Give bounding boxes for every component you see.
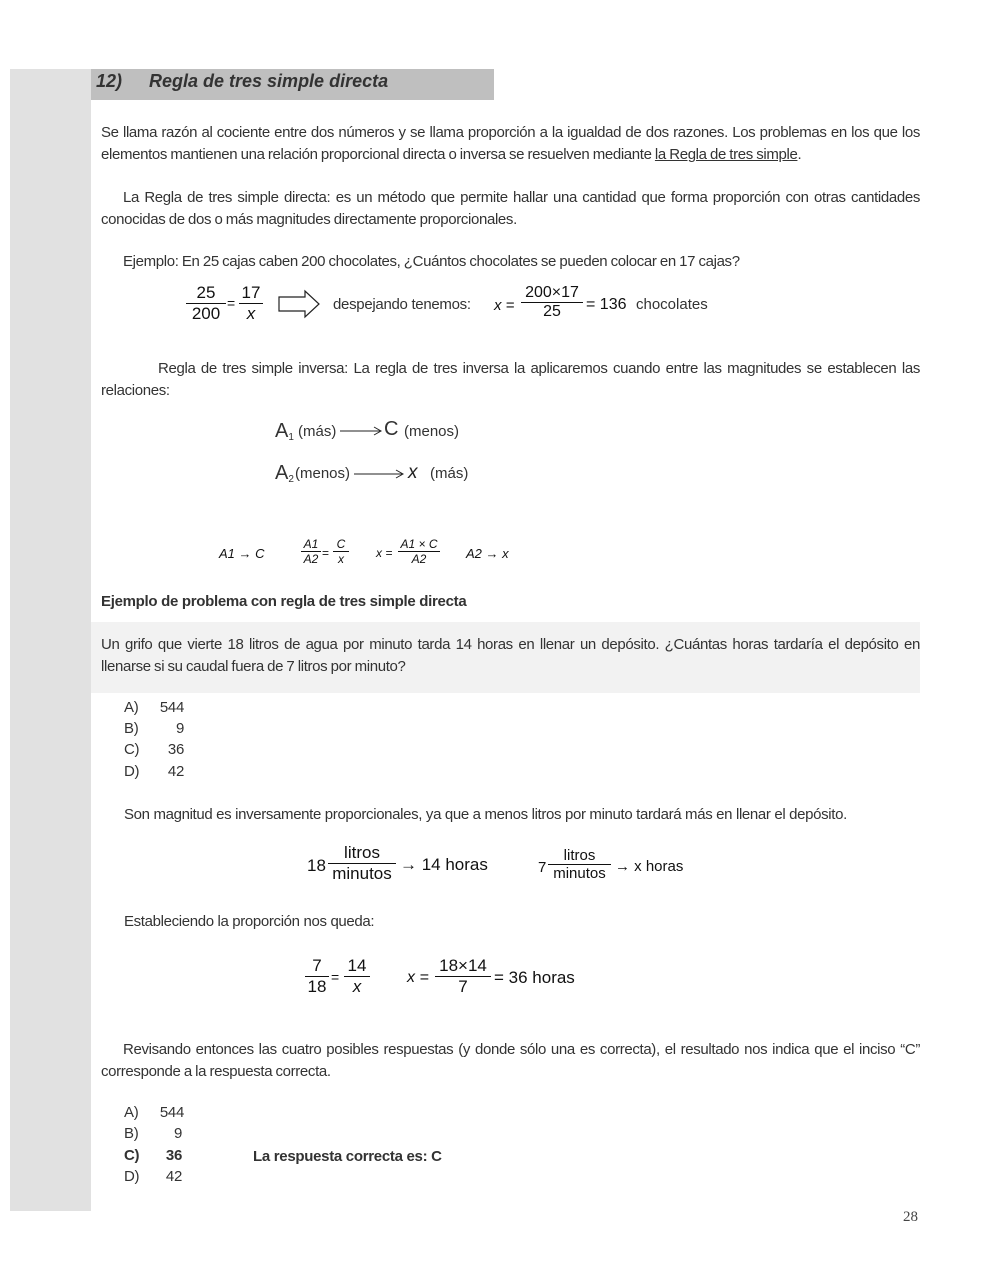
denominator: x [338, 552, 344, 566]
intro-paragraph [101, 122, 920, 166]
a2-label: A [275, 462, 289, 484]
numerator: 200×17 [525, 284, 579, 301]
denominator: 7 [458, 977, 468, 996]
equals-sign: = [227, 295, 236, 311]
option-letter: D) [124, 1168, 140, 1185]
fraction-a1c-a2 [398, 537, 440, 566]
fraction-a1-a2 [301, 537, 321, 566]
numerator: C [336, 537, 346, 551]
left-margin-bar [10, 69, 91, 1211]
explanation: Son magnitud es inversamente proporcionales, ya que a menos litros por minuto tardará más en llenar el depósito. [124, 806, 847, 823]
fraction-litros-minutos [328, 843, 396, 884]
option-value: 42 [165, 1168, 182, 1185]
denominator: x [246, 304, 256, 323]
option-letter: C) [124, 741, 140, 758]
numerator: A1 × C [400, 537, 438, 551]
chocolates-unit: chocolates [636, 296, 708, 313]
coefficient: 7 [538, 859, 547, 876]
fraction-200x17-25 [521, 284, 583, 321]
review-paragraph: Revisando entonces las cuatro posibles respuestas (y donde sólo una es correcta), el resultado nos indica que el inciso “C” corresponde a la respuesta correcta. [101, 1041, 920, 1080]
option-letter: D) [124, 763, 140, 780]
section-number: 12) [96, 71, 123, 91]
denominator: A2 [303, 552, 319, 566]
numerator: A1 [303, 537, 319, 551]
a2-menos: (menos) [295, 465, 351, 482]
fraction-14-x [344, 956, 370, 997]
c-menos: (menos) [404, 423, 460, 440]
numerator: 17 [241, 283, 261, 302]
establishing-text: Estableciendo la proporción nos queda: [124, 913, 375, 930]
problem-statement: Un grifo que vierte 18 litros de agua por minuto tarda 14 horas en llenar un depósito. ¿Cuántas horas tardaría el depósito en llenarse si su caudal fuera de 7 litros por minuto? [101, 636, 920, 675]
numerator: 7 [312, 956, 322, 975]
rate-result: → 14 horas [400, 855, 488, 874]
fraction-18x14-7 [435, 956, 491, 997]
denominator: 200 [191, 304, 221, 323]
option-letter: B) [124, 1125, 139, 1142]
problem-heading: Ejemplo de problema con regla de tres simple directa [101, 593, 467, 610]
regla-link[interactable]: la Regla de tres simple [654, 146, 798, 163]
arrow-icon [340, 423, 384, 437]
numerator: 18×14 [439, 956, 487, 975]
c-label: C [384, 418, 399, 440]
option-value: 36 [165, 1147, 182, 1164]
correct-answer: La respuesta correcta es: C [253, 1148, 442, 1165]
example-statement: Ejemplo: En 25 cajas caben 200 chocolates, ¿Cuántos chocolates se pueden colocar en 17 cajas? [123, 253, 740, 270]
option-letter: B) [124, 720, 139, 737]
arrow-icon [354, 466, 406, 480]
denominator: 18 [307, 977, 327, 996]
fraction-25-200 [186, 283, 226, 324]
fraction-7-18 [305, 956, 329, 997]
formula-a1-c: A1 → C [219, 546, 265, 561]
numerator: 14 [347, 956, 367, 975]
denominator: 25 [543, 303, 561, 320]
x-equals: x = [494, 297, 515, 314]
fraction-litros-minutos [548, 847, 611, 882]
a1-label: A [275, 420, 289, 442]
numerator: litros [563, 847, 596, 864]
option-value: 544 [159, 699, 184, 716]
despejando-label: despejando tenemos: [333, 296, 471, 313]
option-value: 9 [175, 720, 184, 737]
fraction-c-x [333, 537, 349, 566]
rate-result: → x horas [615, 858, 684, 875]
result-136: = 136 [586, 296, 627, 313]
intro-end: . [797, 146, 802, 163]
section-title: Regla de tres simple directa [149, 71, 389, 91]
relation-a2 [275, 462, 294, 485]
x-equals: x = [376, 546, 393, 560]
equals-sign: = [331, 969, 340, 985]
intro-text: Se llama razón al cociente entre dos números y se llama proporción a la igualdad de dos razones. Los problemas en los que los elementos mantienen una relación proporcional directa o inversa se resuelven mediante [101, 124, 920, 163]
x-mas: (más) [430, 465, 469, 482]
coefficient: 18 [307, 856, 326, 875]
denominator: A2 [411, 552, 427, 566]
a1-subscript: 1 [288, 432, 294, 443]
denominator: minutos [553, 865, 606, 882]
fraction-17-x [239, 283, 263, 324]
page-number: 28 [903, 1209, 918, 1225]
formula-a2-x: A2 → x [466, 546, 509, 561]
solution-result: = 36 horas [494, 968, 575, 987]
option-letter: A) [124, 699, 139, 716]
relation-a1 [275, 420, 294, 443]
option-value: 9 [173, 1125, 182, 1142]
inversa-paragraph: Regla de tres simple inversa: La regla de tres inversa la aplicaremos cuando entre las magnitudes se establecen las relaciones: [101, 360, 920, 399]
denominator: minutos [332, 864, 392, 883]
option-letter: A) [124, 1104, 139, 1121]
a1-mas: (más) [298, 423, 337, 440]
x-label: x [408, 462, 418, 483]
a2-subscript: 2 [288, 474, 294, 485]
option-letter: C) [124, 1147, 140, 1164]
option-value: 544 [159, 1104, 184, 1121]
x-equals: x = [407, 969, 429, 986]
denominator: x [352, 977, 362, 996]
equals-sign: = [322, 546, 330, 560]
numerator: 25 [196, 283, 216, 302]
numerator: litros [344, 843, 380, 862]
arrow-right-icon [278, 289, 322, 319]
option-value: 42 [167, 763, 184, 780]
directa-definition: La Regla de tres simple directa: es un método que permite hallar una cantidad que forma proporción con otras cantidades conocidas de dos o más magnitudes directamente proporcionales. [101, 189, 920, 228]
option-value: 36 [167, 741, 184, 758]
